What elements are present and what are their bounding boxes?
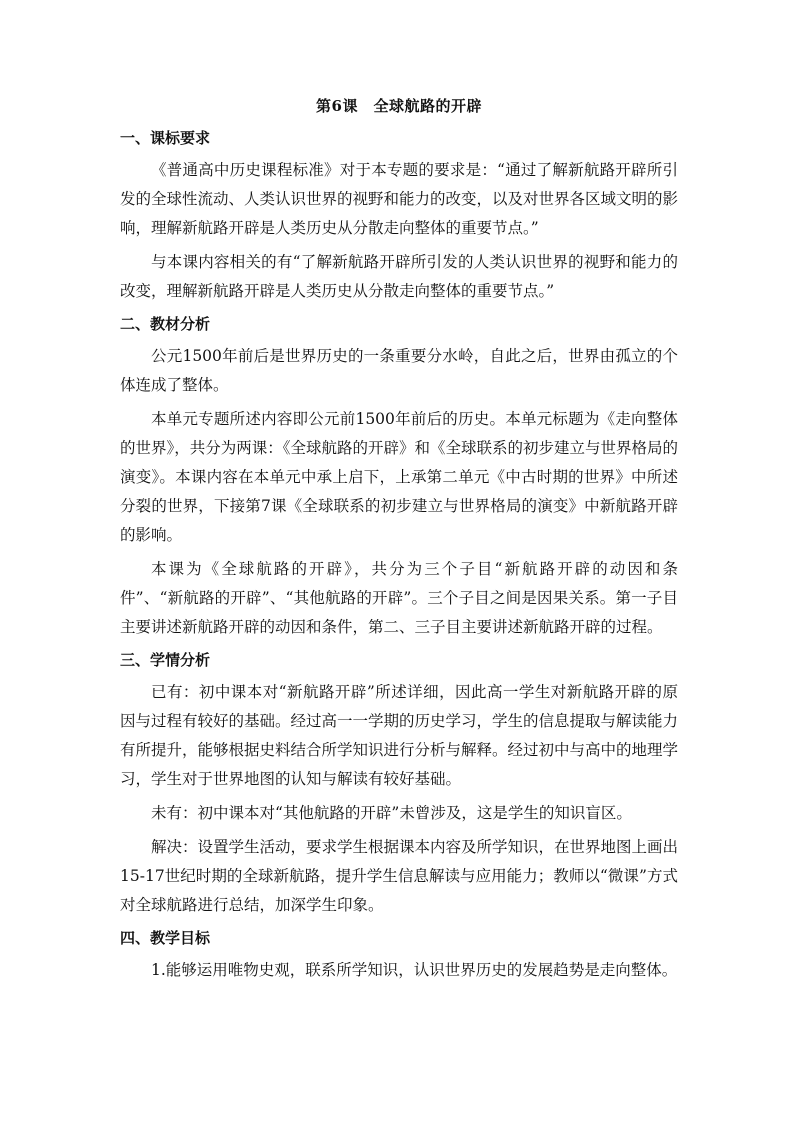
paragraph: 本单元专题所述内容即公元前1500年前后的历史。本单元标题为《走向整体的世界》，共分为两课：《全球航路的开辟》和《全球联系的初步建立与世界格局的演变》。本课内容在本单元中承上启下，上承第二单元《中古时期的世界》中所述分裂的世界，下接第7课《全球联系的初步建立与世界格局的演变》中新航路开辟的影响。	[120, 410, 679, 544]
paragraph: 本课为《全球航路的开辟》，共分为三个子目“新航路开辟的动因和条件”、“新航路的开辟”、“其他航路的开辟”。三个子目之间是因果关系。第一子目主要讲述新航路开辟的动因和条件，第二、三子目主要讲述新航路开辟的过程。	[120, 560, 678, 636]
section-textbook-analysis	[120, 314, 678, 642]
document-page	[120, 96, 678, 990]
section-curriculum-requirements	[120, 128, 678, 306]
paragraph: 公元1500年前后是世界历史的一条重要分水岭，自此之后，世界由孤立的个体连成了整体。	[120, 347, 678, 394]
section-heading: 二、教材分析	[120, 315, 211, 333]
paragraph: 1.能够运用唯物史观，联系所学知识，认识世界历史的发展趋势是走向整体。	[151, 961, 678, 979]
section-teaching-objectives	[120, 928, 678, 985]
paragraph: 与本课内容相关的有“了解新航路开辟所引发的人类认识世界的视野和能力的改变，理解新航路开辟是人类历史从分散走向整体的重要节点。”	[120, 253, 678, 300]
section-learner-analysis	[120, 650, 678, 920]
paragraph: 未有：初中课本对“其他航路的开辟”未曾涉及，这是学生的知识盲区。	[151, 804, 632, 822]
section-heading: 三、学情分析	[120, 651, 211, 669]
paragraph: 解决：设置学生活动，要求学生根据课本内容及所学知识，在世界地图上画出15-17世纪时期的全球新航路，提升学生信息解读与应用能力；教师以“微课”方式对全球航路进行总结，加深学生印象。	[120, 838, 679, 914]
section-heading: 四、教学目标	[120, 929, 211, 947]
document-title: 第6课 全球航路的开辟	[316, 97, 482, 115]
section-heading: 一、课标要求	[120, 129, 211, 147]
paragraph: 《普通高中历史课程标准》对于本专题的要求是：“通过了解新航路开辟所引发的全球性流动、人类认识世界的视野和能力的改变，以及对世界各区域文明的影响，理解新航路开辟是人类历史从分散走向整体的重要节点。”	[120, 161, 679, 237]
paragraph: 已有：初中课本对“新航路开辟”所述详细，因此高一学生对新航路开辟的原因与过程有较好的基础。经过高一一学期的历史学习，学生的信息提取与解读能力有所提升，能够根据史料结合所学知识进行分析与解释。经过初中与高中的地理学习，学生对于世界地图的认知与解读有较好基础。	[120, 683, 679, 788]
